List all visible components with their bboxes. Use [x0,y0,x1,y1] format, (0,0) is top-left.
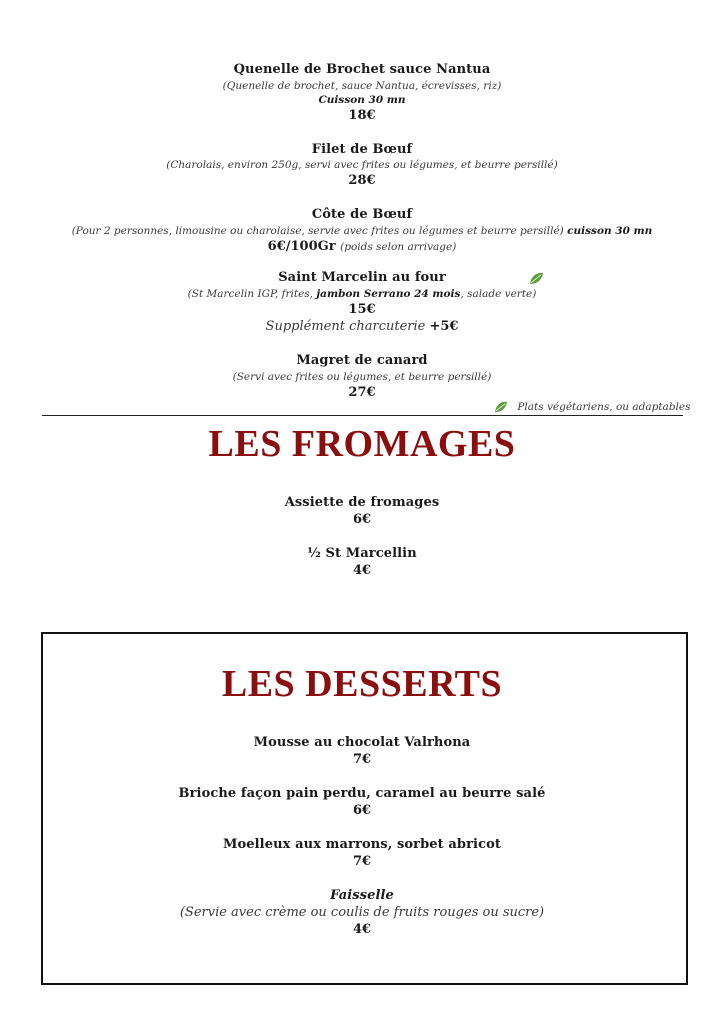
dish-price: 27€ [348,385,376,400]
dish-price: 7€ [352,752,372,767]
dish-name: Mousse au chocolat Valrhona [253,735,471,750]
section-heading-fromages: LES FROMAGES [208,423,516,465]
dish-price: 18€ [348,108,376,123]
dish-description-line [0,288,724,300]
dish-price: 6€ [352,803,372,818]
leaf-icon [529,272,544,285]
dish-description: (Servi avec frites ou légumes, et beurre persillé) [232,371,492,383]
dish-name: Brioche façon pain perdu, caramel au beurre salé [178,786,546,801]
dish-description: (Charolais, environ 250g, servi avec frites ou légumes, et beurre persillé) [166,159,558,171]
dish-description-highlight: jambon Serrano 24 mois [316,288,461,300]
dish-name: Saint Marcelin au four [278,270,446,285]
dish-name: Assiette de fromages [284,495,440,510]
dish-name: Quenelle de Brochet sauce Nantua [233,62,491,77]
dish-name: Magret de canard [296,353,428,368]
dish-price: 28€ [348,173,376,188]
dish-description: (St Marcelin IGP, frites, [187,288,314,300]
dish-description: (Pour 2 personnes, limousine ou charolaise, servie avec frites ou légumes et beurre persillé) [71,225,564,237]
legend-text: Plats végétariens, ou adaptables [517,401,691,413]
dish-price: 4€ [352,922,372,937]
dish-description: (Quenelle de brochet, sauce Nantua, écrevisses, riz) [222,80,502,92]
section-divider [42,415,683,416]
supplement-label: Supplément charcuterie [265,319,426,334]
dish-price-note: (poids selon arrivage) [340,241,457,253]
dish-price: 15€ [348,302,376,317]
dish-price: 6€ [352,512,372,527]
dish-price: 4€ [352,563,372,578]
dish-description-line [0,225,724,237]
section-heading-desserts: LES DESSERTS [221,663,503,705]
dish-name: Filet de Bœuf [311,142,413,157]
dish-price: 6€/100Gr [267,239,336,254]
supplement-line [0,319,724,334]
dish-description: (Servie avec crème ou coulis de fruits rouges ou sucre) [179,905,545,920]
dish-price-line [0,239,724,254]
dish-name: Faisselle [330,888,394,903]
vegetarian-legend [494,401,691,413]
supplement-price: +5€ [429,319,459,334]
dish-name: ½ St Marcellin [307,546,417,561]
dish-name: Moelleux aux marrons, sorbet abricot [223,837,501,852]
dish-name: Côte de Bœuf [311,207,413,222]
dish-cooking-time: cuisson 30 mn [567,225,653,237]
dish-description-end: , salade verte) [460,288,537,300]
leaf-icon [494,401,508,413]
dish-price: 7€ [352,854,372,869]
dish-cooking-time: Cuisson 30 mn [318,94,406,106]
